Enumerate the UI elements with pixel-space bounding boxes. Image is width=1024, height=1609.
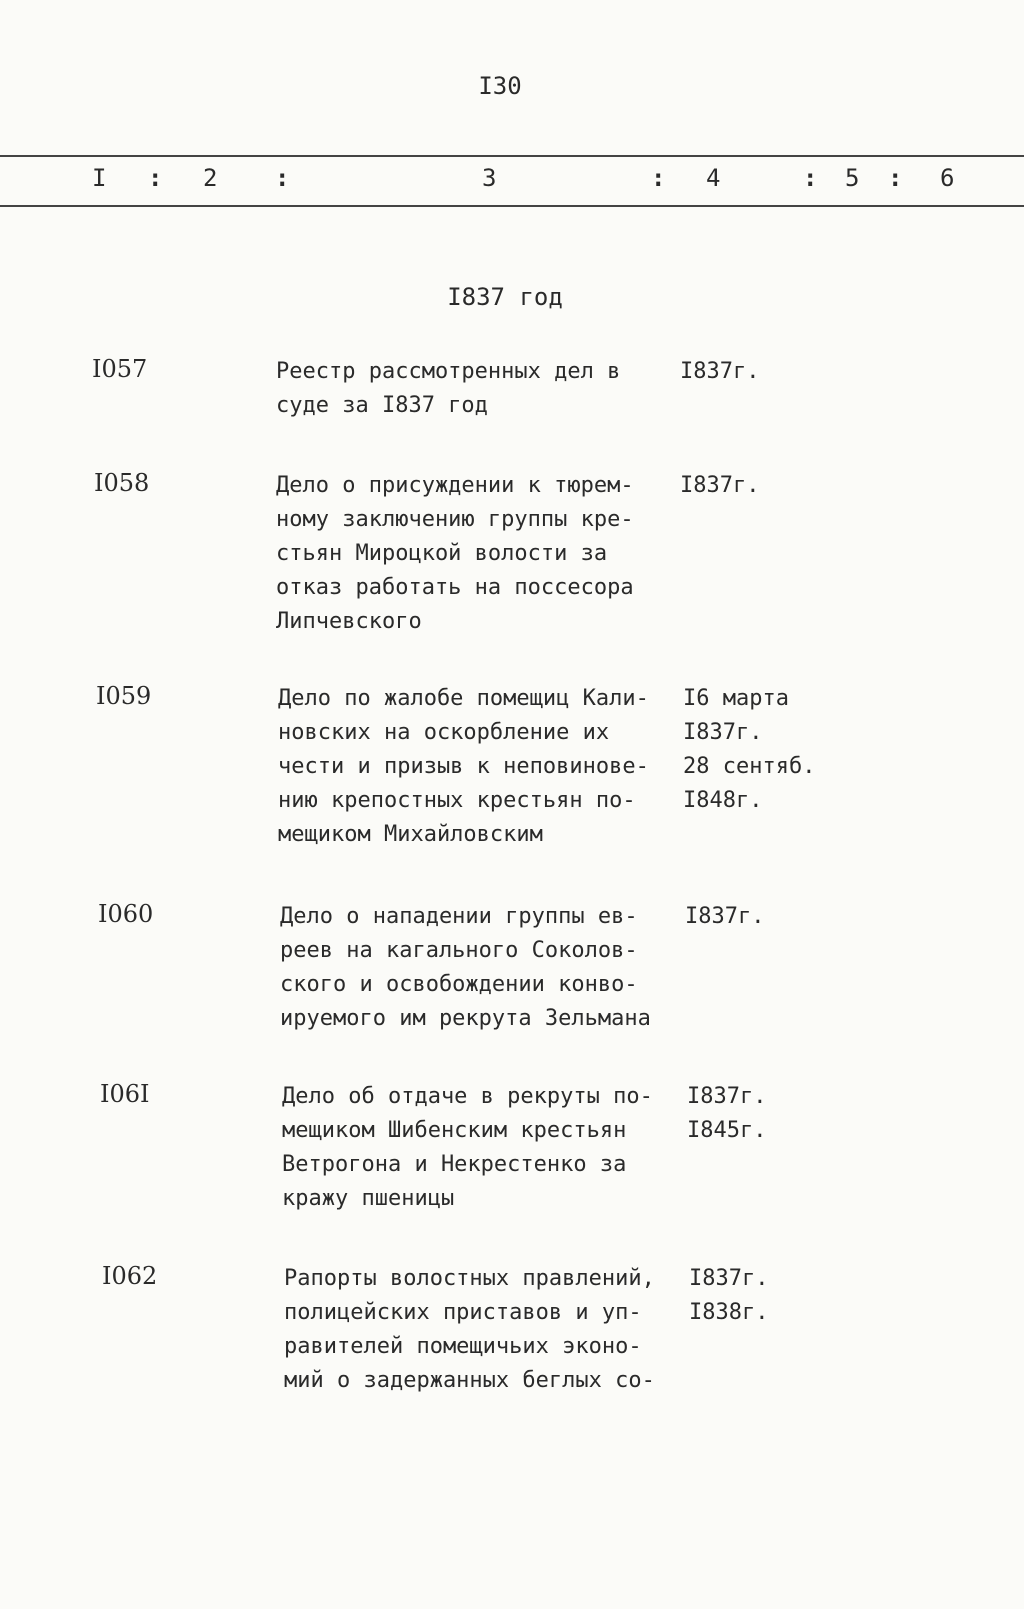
entry-dates xyxy=(680,355,880,389)
column-header-4: 4 xyxy=(706,164,721,192)
title-line: Реестр рассмотренных дел в xyxy=(276,359,621,384)
entry-number: I058 xyxy=(94,469,150,497)
title-line: Дело о присуждении к тюрем- xyxy=(276,473,634,498)
title-line: мий о задержанных беглых со- xyxy=(284,1368,655,1393)
title-line: ируемого им рекрута Зельмана xyxy=(280,1006,651,1031)
entry-dates xyxy=(689,1262,889,1330)
entry-title xyxy=(276,469,676,639)
entry-number: I057 xyxy=(92,355,148,383)
date-line: I845г. xyxy=(687,1118,767,1143)
title-line: полицейских приставов и уп- xyxy=(284,1300,642,1325)
column-separator: : xyxy=(148,164,163,192)
title-line: кражу пшеницы xyxy=(282,1186,455,1211)
header-rule-bottom xyxy=(0,205,1024,207)
column-header-2: 2 xyxy=(203,164,218,192)
entry-number: I06I xyxy=(100,1080,150,1108)
date-line: I837г. xyxy=(680,359,760,384)
title-line: Дело по жалобе помещиц Кали- xyxy=(278,686,649,711)
column-header-1: I xyxy=(92,164,107,192)
column-separator: : xyxy=(651,164,666,192)
title-line: суде за I837 год xyxy=(276,393,488,418)
entry-title xyxy=(278,682,678,852)
date-line: I837г. xyxy=(683,720,763,745)
entry-number: I059 xyxy=(96,682,152,710)
title-line: нию крепостных крестьян по- xyxy=(278,788,636,813)
page-number: I30 xyxy=(478,72,522,100)
entry-number: I062 xyxy=(102,1262,158,1290)
entry-title xyxy=(282,1080,682,1216)
header-rule-top xyxy=(0,155,1024,157)
title-line: стьян Мироцкой волости за xyxy=(276,541,608,566)
entry-title xyxy=(280,900,680,1036)
title-line: мещиком Шибенским крестьян xyxy=(282,1118,627,1143)
year-heading: I837 год xyxy=(447,283,563,311)
title-line: Ветрогона и Некрестенко за xyxy=(282,1152,627,1177)
entry-number: I060 xyxy=(98,900,154,928)
title-line: новских на оскорбление их xyxy=(278,720,610,745)
entry-title xyxy=(284,1262,684,1398)
title-line: отказ работать на поссесора xyxy=(276,575,634,600)
title-line: мещиком Михайловским xyxy=(278,822,543,847)
entry-dates xyxy=(687,1080,887,1148)
title-line: реев на кагального Соколов- xyxy=(280,938,638,963)
title-line: Липчевского xyxy=(276,609,422,634)
title-line: ному заключению группы кре- xyxy=(276,507,634,532)
title-line: чести и призыв к неповинове- xyxy=(278,754,649,779)
entry-dates xyxy=(680,469,880,503)
title-line: Дело об отдаче в рекруты по- xyxy=(282,1084,653,1109)
entry-title xyxy=(276,355,676,423)
column-separator: : xyxy=(275,164,290,192)
entry-dates xyxy=(685,900,885,934)
title-line: ского и освобождении конво- xyxy=(280,972,638,997)
title-line: Рапорты волостных правлений, xyxy=(284,1266,655,1291)
column-header-3: 3 xyxy=(482,164,497,192)
entry-dates xyxy=(683,682,883,818)
date-line: I837г. xyxy=(685,904,765,929)
date-line: I837г. xyxy=(689,1266,769,1291)
date-line: I6 марта xyxy=(683,686,789,711)
title-line: Дело о нападении группы ев- xyxy=(280,904,638,929)
date-line: I848г. xyxy=(683,788,763,813)
column-header-5: 5 xyxy=(845,164,860,192)
date-line: I837г. xyxy=(687,1084,767,1109)
column-separator: : xyxy=(803,164,818,192)
column-header-6: 6 xyxy=(940,164,955,192)
title-line: равителей помещичьих эконо- xyxy=(284,1334,642,1359)
date-line: 28 сентяб. xyxy=(683,754,816,779)
column-separator: : xyxy=(888,164,903,192)
date-line: I837г. xyxy=(680,473,760,498)
date-line: I838г. xyxy=(689,1300,769,1325)
